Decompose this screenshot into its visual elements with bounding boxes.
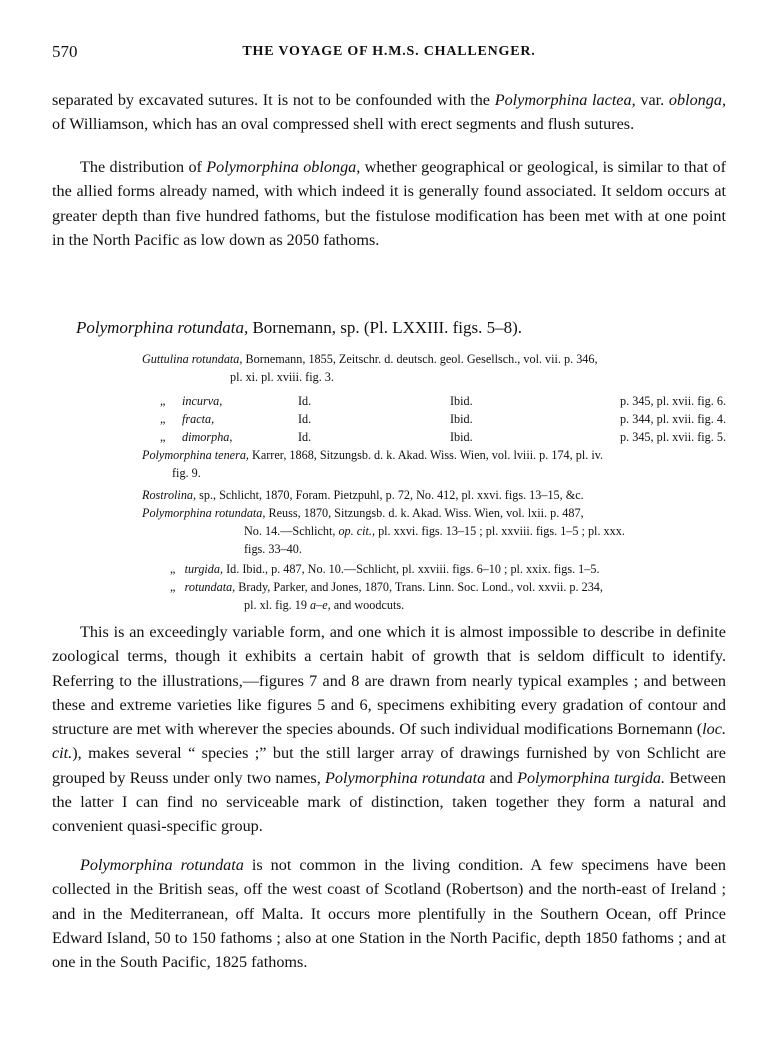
p4-text: is not common in the living condition. A few specimens have been collected in the British seas, off the west coast of Scotland (Robertson) and the north-east of Ireland ; and in the Mediterranean, off Malta. It occurs more plentifully in the Southern Ocean, off Prince Edward Island, 50 to 150 fathoms ; also at one Station in the North Pacific, depth 1850 fathoms ; and at one in the South Pacific, 1825 fathoms.: [52, 856, 726, 972]
p3-text-d: Between the latter I can find no serviceable mark of distinction, taken together they form a natural and convenient quasi-specific group.: [52, 768, 726, 836]
syn-ref-cont: figs. 33–40.: [244, 542, 302, 556]
p1-text-c: of Williamson, which has an oval compressed shell with erect segments and: [52, 115, 544, 134]
syn-variety: dimorpha,: [182, 430, 233, 444]
syn-ref-cont: pl. xxvi. figs. 13–15 ; pl. xxviii. figs. 1–5 ; pl. xxx.: [375, 524, 625, 538]
syn-ibid: Ibid.: [450, 394, 473, 408]
ditto-mark: „: [160, 394, 166, 408]
synonymy-entry-rostrolina: [142, 486, 726, 504]
p1-taxon-lactea: Polymorphina lactea,: [494, 91, 636, 109]
syn-id: Id.: [298, 412, 312, 426]
syn-ibid: Ibid.: [450, 430, 473, 444]
syn-ref: Brady, Parker, and Jones, 1870, Trans. Linn. Soc. Lond., vol. xxvii. p. 234,: [235, 580, 603, 594]
syn-ref-cont: fig. 9.: [172, 466, 201, 480]
p2-text-b: whether geographical or geological, is similar to that of the allied forms already named, with which indeed it is generally found associated. It seldom occurs at greater depth than five hundred fathoms, but the fistulose modification has been met with at one point in the North Pacific as low down as 2050 fathoms.: [52, 158, 727, 249]
species-heading: [76, 318, 522, 338]
syn-ibid: Ibid.: [450, 412, 473, 426]
page-number: 570: [52, 42, 78, 61]
p1-text-a: separated by excavated sutures. It is not to be confounded with the: [52, 91, 495, 109]
synonymy-row: [160, 428, 726, 446]
species-authority: Bornemann, sp. (Pl. LXXIII. figs. 5–8).: [248, 318, 523, 337]
synonymy-entry-turgida: [170, 560, 726, 578]
synonymy-row: [160, 410, 726, 428]
syn-variety: turgida,: [184, 562, 224, 576]
paragraph-continuation: [52, 88, 726, 137]
p2-text-a: The distribution of: [80, 158, 207, 176]
synonymy-entry-reuss-cont2: [142, 540, 726, 558]
synonymy-entry-1-cont: [142, 368, 726, 386]
p3-taxon-turgida: Polymorphina turgida.: [517, 768, 666, 787]
synonymy-row: [160, 392, 726, 410]
ditto-mark: „: [160, 430, 166, 444]
p3-text-c: and: [485, 768, 518, 787]
syn-fig-letters: a–e,: [310, 598, 331, 612]
syn-variety: rotundata,: [184, 580, 236, 594]
syn-page: p. 344, pl. xvii. fig. 4.: [620, 412, 726, 426]
p2-taxon: Polymorphina oblonga,: [206, 158, 361, 176]
syn-ref: Bornemann, 1855, Zeitschr. d. deutsch. geol. Gesellsch., vol. vii. p. 346,: [242, 352, 598, 366]
syn-variety: fracta,: [182, 412, 215, 426]
synonymy-entry-brady-cont: [244, 596, 726, 614]
syn-ref-cont: No. 14.—Schlicht,: [244, 524, 339, 538]
p3-text-b: ), makes several “ species ;” but the still larger array of drawings furnished by von Schlicht are grouped by Reuss under only two names,: [52, 744, 726, 787]
syn-ref-cont: pl. xl. fig. 19: [244, 598, 311, 612]
species-name: Polymorphina rotundata,: [76, 318, 249, 337]
running-title: THE VOYAGE OF H.M.S. CHALLENGER.: [242, 44, 536, 59]
p3-loc-cit: loc. cit.: [52, 720, 726, 763]
syn-ref: Id. Ibid., p. 487, No. 10.—Schlicht, pl. xxviii. figs. 6–10 ; pl. xxix. figs. 1–5.: [223, 562, 600, 576]
syn-ref-cont: and woodcuts.: [330, 598, 405, 612]
synonymy-entry-1: [142, 350, 726, 368]
p4-taxon: Polymorphina rotundata: [80, 856, 244, 874]
p1-taxon-oblonga: oblonga,: [668, 91, 727, 109]
syn-id: Id.: [298, 430, 312, 444]
syn-id: Id.: [298, 394, 312, 408]
syn-page: p. 345, pl. xvii. fig. 6.: [620, 394, 726, 408]
syn-ref: sp., Schlicht, 1870, Foram. Pietzpuhl, p. 72, No. 412, pl. xxvi. figs. 13–15, &c.: [196, 488, 584, 502]
paragraph-occurrence: [52, 853, 726, 974]
p1-text-d: flush sutures.: [547, 115, 635, 134]
syn-taxon: Polymorphina tenera,: [142, 448, 249, 462]
ditto-mark: „: [170, 580, 176, 594]
synonymy-entry-tenera: [142, 446, 726, 464]
ditto-mark: „: [160, 412, 166, 426]
syn-ref-cont: pl. xi. pl. xviii. fig. 3.: [230, 370, 334, 384]
syn-taxon: Rostrolina,: [142, 488, 197, 502]
synonymy-entry-reuss: [142, 504, 726, 522]
paragraph-distribution: [52, 155, 726, 252]
synonymy-entry-tenera-cont: [142, 464, 726, 482]
paragraph-description: [52, 620, 726, 839]
syn-variety: incurva,: [182, 394, 223, 408]
synonymy-entry-brady: [170, 578, 726, 596]
synonymy-entry-reuss-cont: [142, 522, 726, 540]
p3-taxon-rotundata: Polymorphina rotundata: [325, 768, 486, 787]
syn-opcit: op. cit.,: [338, 524, 376, 538]
syn-ref: Karrer, 1868, Sitzungsb. d. k. Akad. Wiss. Wien, vol. lviii. p. 174, pl. iv.: [248, 448, 604, 462]
ditto-mark: „: [170, 562, 176, 576]
syn-taxon: Guttulina rotundata,: [142, 352, 243, 366]
page-header: [52, 42, 726, 66]
p3-text-a: This is an exceedingly variable form, and one which it is almost impossible to describe in definite zoological terms, though it exhibits a certain habit of growth that is seldom difficult to identify. Referring to the illustrations,—figures 7 and 8 are drawn from nearly typical examples ; and between these and extreme varieties like figures 5 and 6, specimens exhibiting every gradation of contour and structure are met with wherever the species abounds. Of such individual modifications Bornemann (: [52, 623, 726, 739]
syn-ref: Reuss, 1870, Sitzungsb. d. k. Akad. Wiss. Wien, vol. lxii. p. 487,: [265, 506, 584, 520]
p1-text-b: var.: [640, 91, 669, 109]
syn-taxon: Polymorphina rotundata,: [142, 506, 266, 520]
syn-page: p. 345, pl. xvii. fig. 5.: [620, 430, 726, 444]
